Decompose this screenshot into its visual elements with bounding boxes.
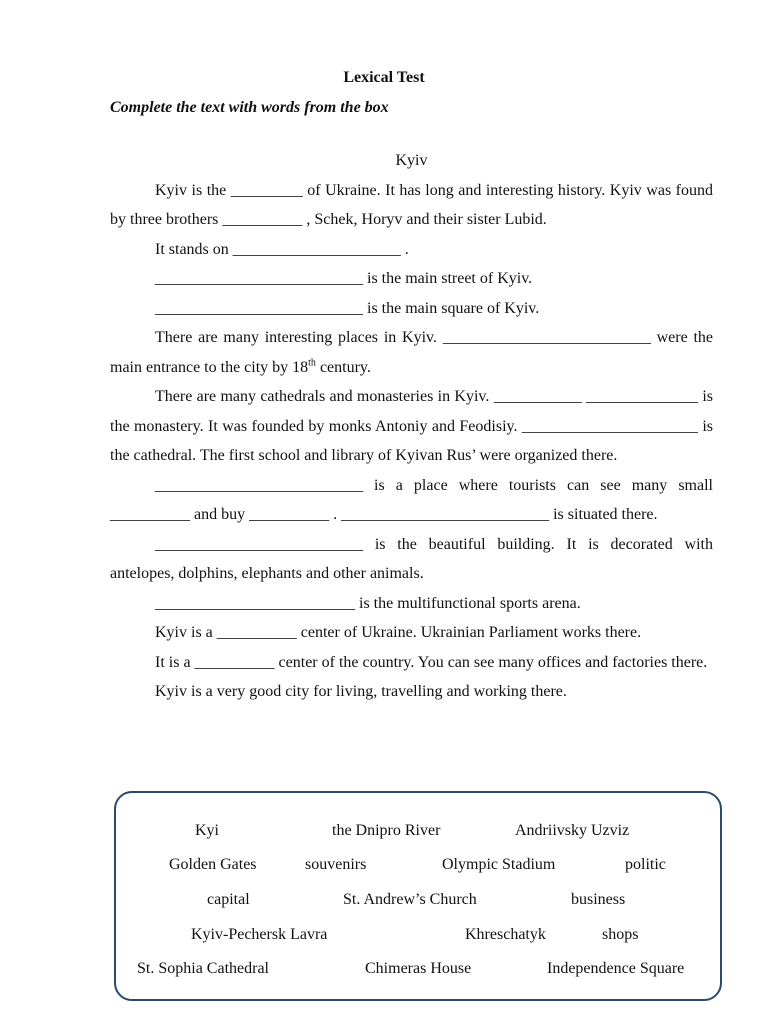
word-box-item: Olympic Stadium — [442, 856, 556, 873]
blank-field[interactable]: __________ — [194, 653, 275, 671]
paragraph-10 — [110, 618, 713, 648]
word-box-item: St. Andrew’s Church — [343, 891, 477, 908]
word-box-item: shops — [602, 926, 639, 943]
blank-field[interactable]: __________ — [249, 506, 330, 523]
blank-field[interactable]: _________ — [230, 181, 303, 199]
paragraph-12 — [110, 677, 713, 707]
paragraph-3 — [110, 264, 713, 294]
blank-field[interactable]: __________________________ — [155, 476, 363, 494]
word-box-item: souvenirs — [305, 856, 367, 873]
blank-field[interactable]: ______________ — [586, 388, 699, 405]
paragraph-5 — [110, 323, 713, 382]
text-segment: is the main square of Kyiv. — [367, 299, 540, 317]
instruction: Complete the text with words from the box — [110, 99, 389, 116]
text-segment: is the beautiful building. It is decorated with antelopes, dolphins, elephants and other animals. — [110, 535, 713, 582]
paragraph-2 — [110, 235, 713, 265]
word-box-item: Kyiv-Pechersk Lavra — [191, 926, 328, 943]
word-box-item: politic — [625, 856, 666, 873]
word-box-item: Kyi — [195, 822, 219, 839]
word-box-item: capital — [207, 891, 250, 908]
text-segment: is the monastery. It was founded by monks Antoniy and Feodisiy. — [110, 388, 714, 435]
blank-field[interactable]: __________ — [222, 211, 303, 228]
paragraph-4 — [110, 294, 713, 324]
paragraph-6 — [110, 382, 713, 471]
text-segment: center of Ukraine. Ukrainian Parliament works there. — [300, 624, 642, 641]
blank-field[interactable]: __________________________ — [155, 535, 363, 553]
word-box-item: St. Sophia Cathedral — [137, 960, 269, 977]
word-box-item: Chimeras House — [365, 960, 472, 977]
blank-field[interactable]: __________________________ — [341, 506, 550, 523]
text-segment: is situated there. — [553, 506, 658, 523]
text-segment: of Ukraine. It has long and interesting history. Kyiv was found by three brothers — [110, 181, 714, 228]
text-segment: is the main street of Kyiv. — [367, 270, 533, 287]
blank-field[interactable]: _____________________ — [232, 240, 401, 258]
blank-field[interactable]: __________________________ — [442, 329, 651, 346]
paragraph-8 — [110, 530, 713, 589]
text-segment: . — [333, 506, 338, 523]
text-segment: There are many interesting places in Kyiv. — [155, 329, 438, 346]
paragraph-7 — [110, 471, 713, 530]
word-box-item: Khreschatyk — [465, 926, 546, 943]
blank-field[interactable]: __________________________ — [155, 270, 363, 287]
text-segment: and buy — [194, 506, 246, 523]
text-heading: Kyiv — [395, 152, 428, 169]
text-segment: , Schek, Horyv and their sister Lubid. — [306, 211, 547, 228]
text-segment: were the main entrance to the city by 18 — [110, 329, 714, 376]
text-segment: Kyiv is a — [155, 624, 213, 641]
text-segment: It is a — [155, 653, 191, 671]
text-segment: is a place where tourists can see many small — [374, 476, 713, 494]
text-segment: is the cathedral. The first school and library of Kyivan Rus’ were organized there. — [110, 417, 714, 464]
paragraph-1 — [110, 176, 713, 235]
word-box-item: business — [571, 891, 626, 908]
blank-field[interactable]: ______________________ — [521, 417, 698, 435]
word-box — [114, 791, 722, 1001]
blank-field[interactable]: ___________ — [493, 388, 582, 405]
word-box-item: Golden Gates — [169, 856, 257, 873]
word-box-item: Independence Square — [547, 960, 685, 977]
text-segment: century. — [319, 358, 371, 376]
text-segment: There are many cathedrals and monasteries in Kyiv. — [155, 388, 490, 405]
blank-field[interactable]: __________ — [216, 624, 297, 641]
text-segment: Kyiv is the — [155, 181, 227, 199]
word-box-item: Andriivsky Uzviz — [515, 822, 630, 839]
text-segment: center of the country. You can see many offices and factories there. — [278, 653, 708, 671]
paragraph-11 — [110, 648, 713, 678]
page-title: Lexical Test — [343, 69, 425, 86]
superscript: th — [308, 357, 316, 369]
blank-field[interactable]: __________ — [110, 506, 190, 523]
text-segment: Kyiv is a very good city for living, travelling and working there. — [155, 683, 567, 700]
blank-field[interactable]: _________________________ — [155, 594, 355, 612]
exercise-text — [110, 146, 713, 707]
word-box-item: the Dnipro River — [332, 822, 441, 839]
paragraph-9 — [110, 589, 713, 619]
text-segment: . — [404, 240, 409, 258]
text-segment: It stands on — [155, 240, 229, 258]
text-segment: is the multifunctional sports arena. — [359, 594, 581, 612]
blank-field[interactable]: __________________________ — [155, 299, 363, 317]
